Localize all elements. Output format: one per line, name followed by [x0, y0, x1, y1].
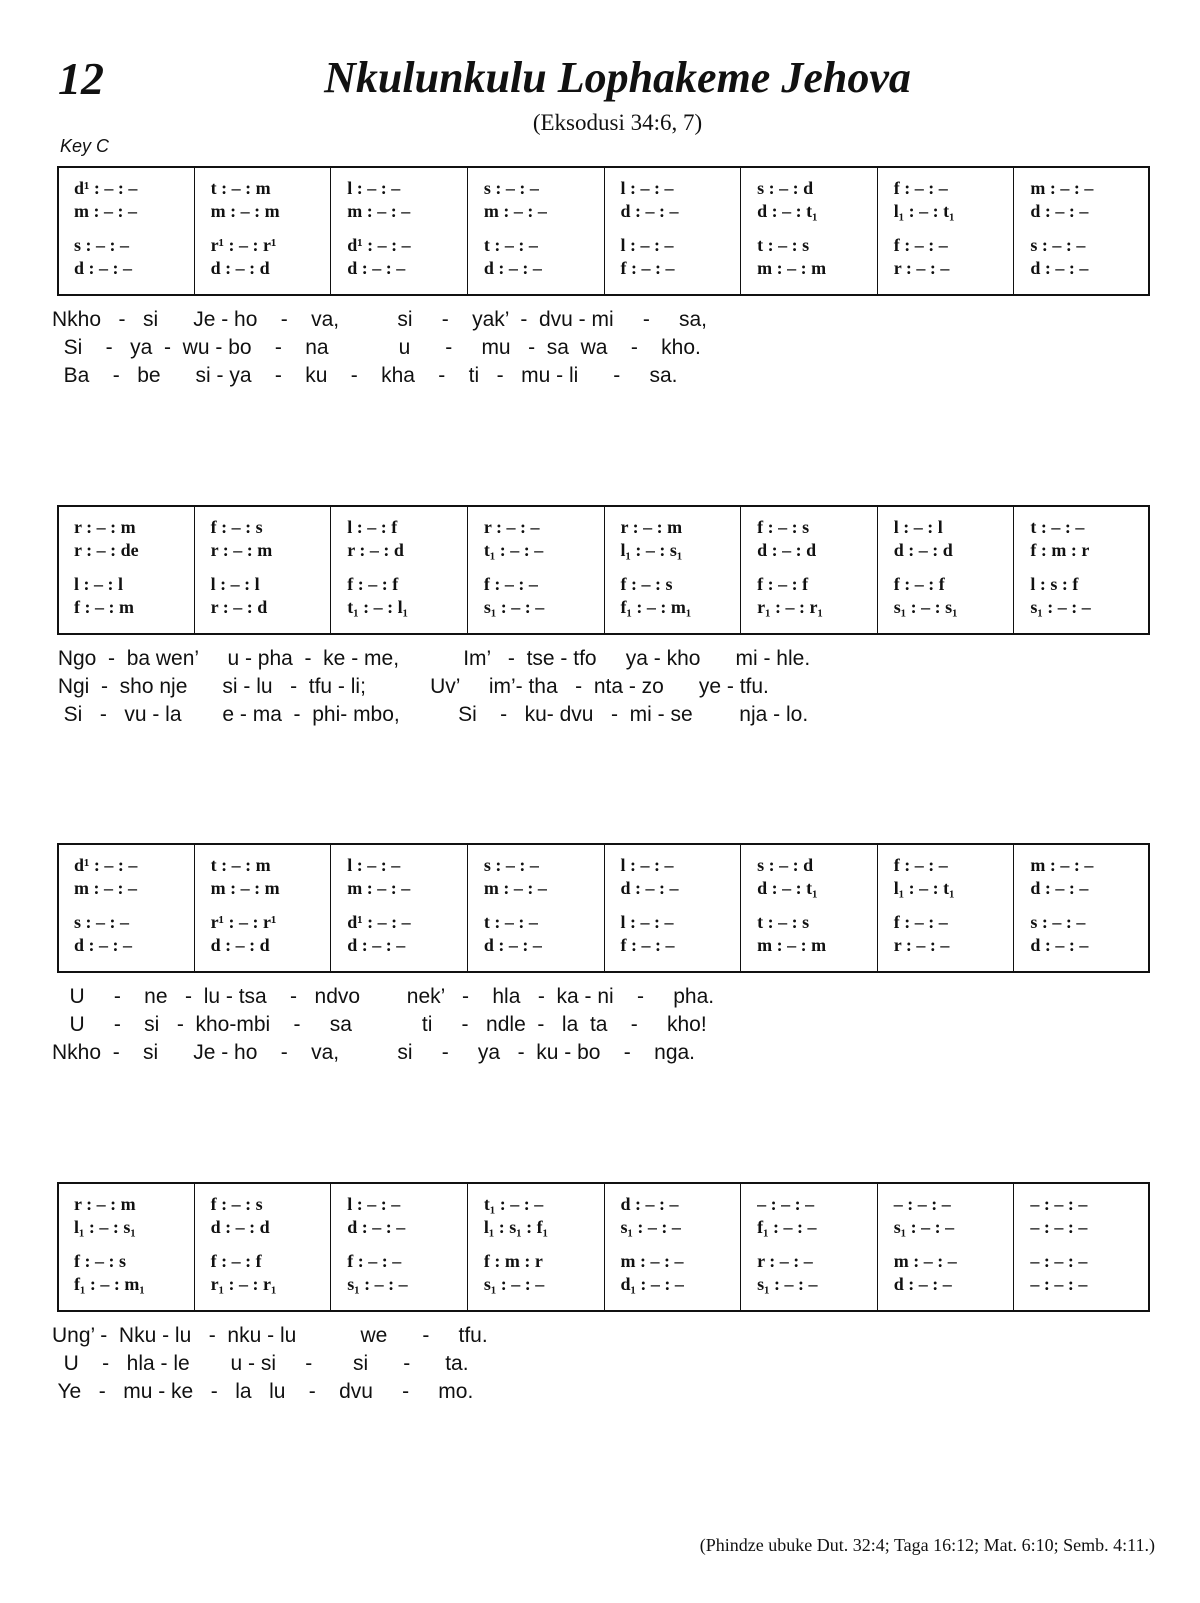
- solfa-measure: m : – : –: [483, 878, 547, 898]
- solfa-measure: l : – : l: [210, 574, 260, 594]
- solfa-measure: f₁ : – : m₁: [620, 597, 692, 617]
- solfa-measure: t : – : m: [210, 178, 271, 198]
- solfa-measure: t : – : m: [210, 855, 271, 875]
- solfa-measure: m : – : –: [1030, 855, 1094, 875]
- solfa-measure: m : – : m: [210, 201, 280, 221]
- solfa-measure: d : – : –: [347, 1217, 406, 1237]
- solfa-measure: d¹ : – : –: [74, 178, 138, 198]
- solfa-measure: s₁ : – : –: [757, 1274, 818, 1294]
- solfa-measure: d : – : –: [893, 1274, 952, 1294]
- solfa-measure: d : – : –: [347, 935, 406, 955]
- solfa-measure: d : – : t₁: [757, 201, 818, 221]
- key-signature: Key C: [60, 136, 110, 156]
- voice-row: [59, 199, 1148, 223]
- lyric-line: U - ne - lu - tsa - ndvo nek’ - hla - ka - ni - pha.: [52, 985, 715, 1008]
- solfa-measure: f : – : s: [74, 1251, 126, 1271]
- solfa-measure: s₁ : – : –: [1030, 597, 1091, 617]
- solfa-measure: f : – : f: [893, 574, 945, 594]
- solfa-measure: s₁ : – : –: [483, 1274, 545, 1294]
- solfa-measure: l₁ : s₁ : f₁: [483, 1217, 549, 1237]
- solfa-measure: l : – : f: [347, 517, 398, 537]
- solfa-measure: m : – : m: [757, 935, 827, 955]
- solfa-measure: f : – : s: [210, 517, 263, 537]
- solfa-measure: m : – : m: [757, 258, 827, 278]
- lyric-line: U - si - kho-mbi - sa ti - ndle - la ta - kho!: [52, 1013, 707, 1036]
- solfa-measure: f : – : –: [893, 855, 948, 875]
- solfa-measure: – : – : –: [1030, 1194, 1088, 1214]
- solfa-measure: f : – : –: [483, 574, 538, 594]
- solfa-measure: d : – : –: [74, 935, 132, 955]
- voice-row: [59, 1272, 1148, 1296]
- solfa-measure: f : – : f: [347, 574, 399, 594]
- solfa-measure: d : – : –: [483, 258, 542, 278]
- solfa-measure: d : – : –: [483, 935, 542, 955]
- solfa-measure: f : m : r: [483, 1251, 543, 1271]
- solfa-measure: f : – : s: [210, 1194, 263, 1214]
- solfa-measure: s₁ : – : –: [483, 597, 545, 617]
- solfa-measure: s₁ : – : –: [893, 1217, 955, 1237]
- solfa-measure: m : – : –: [483, 201, 547, 221]
- lyric-line: Si - ya - wu - bo - na u - mu - sa wa - kho.: [52, 336, 701, 359]
- solfa-measure: r¹ : – : r¹: [210, 235, 277, 255]
- lyric-line: Ngo - ba wen’ u - pha - ke - me, Im’ - tse - tfo ya - kho mi - hle.: [52, 647, 811, 670]
- solfa-measure: f₁ : – : –: [757, 1217, 817, 1237]
- solfa-measure: t : – : –: [483, 912, 538, 932]
- solfa-measure: f : – : f: [757, 574, 809, 594]
- solfa-measure: d : – : –: [1030, 201, 1089, 221]
- solfa-measure: s : – : –: [483, 178, 539, 198]
- solfa-measure: l : – : –: [347, 1194, 401, 1214]
- solfa-measure: s₁ : – : –: [620, 1217, 681, 1237]
- lyric-line: Ngi - sho nje si - lu - tfu - li; Uv’ im’- tha - nta - zo ye - tfu.: [52, 675, 769, 698]
- solfa-measure: r : – : m: [74, 1194, 136, 1214]
- voice-row: [59, 853, 1148, 877]
- solfa-measure: r : – : –: [893, 935, 950, 955]
- lyric-line: Ye - mu - ke - la lu - dvu - mo.: [52, 1380, 474, 1403]
- lyric-line: U - hla - le u - si - si - ta.: [52, 1352, 469, 1375]
- solfa-measure: f : – : –: [893, 912, 948, 932]
- voice-row: [59, 572, 1148, 596]
- solfa-measure: m : – : –: [620, 1251, 684, 1271]
- solfa-measure: l₁ : – : s₁: [74, 1217, 136, 1237]
- solfa-measure: d : – : –: [347, 258, 406, 278]
- solfa-measure: s : – : –: [1030, 912, 1086, 932]
- solfa-measure: m : – : –: [347, 878, 411, 898]
- solfa-measure: r₁ : – : r₁: [210, 1274, 277, 1294]
- solfa-measure: t : – : –: [1030, 517, 1085, 537]
- solfa-measure: t₁ : – : l₁: [347, 597, 409, 617]
- solfa-measure: r : – : –: [483, 517, 540, 537]
- solfa-staff: [57, 1182, 1150, 1312]
- voice-row: [59, 256, 1148, 280]
- solfa-measure: m : – : –: [1030, 178, 1094, 198]
- voice-row: [59, 233, 1148, 257]
- solfa-measure: d¹ : – : –: [347, 912, 411, 932]
- solfa-measure: t : – : s: [757, 912, 810, 932]
- solfa-measure: d : – : t₁: [757, 878, 818, 898]
- solfa-measure: l : – : –: [620, 855, 674, 875]
- solfa-measure: m : – : –: [347, 201, 411, 221]
- solfa-measure: r : – : –: [893, 258, 950, 278]
- solfa-measure: s : – : d: [757, 855, 814, 875]
- solfa-measure: f : – : f: [210, 1251, 262, 1271]
- solfa-measure: s : – : d: [757, 178, 814, 198]
- lyric-line: Nkho - si Je - ho - va, si - yak’ - dvu - mi - sa,: [52, 308, 708, 331]
- solfa-measure: l : – : –: [620, 912, 674, 932]
- voice-row: [59, 538, 1148, 562]
- solfa-measure: r : – : m: [210, 540, 273, 560]
- solfa-measure: r : – : m: [74, 517, 136, 537]
- solfa-measure: f : – : –: [620, 935, 675, 955]
- song-number: 12: [58, 53, 104, 104]
- solfa-measure: – : – : –: [893, 1194, 951, 1214]
- solfa-measure: d : – : –: [74, 258, 132, 278]
- solfa-measure: m : – : –: [74, 201, 137, 221]
- solfa-measure: r : – : –: [757, 1251, 813, 1271]
- solfa-measure: d : – : d: [210, 935, 270, 955]
- lyric-line: Ung’ - Nku - lu - nku - lu we - tfu.: [52, 1324, 488, 1347]
- solfa-measure: l : – : –: [347, 855, 401, 875]
- solfa-measure: s : – : –: [483, 855, 539, 875]
- solfa-staff: [57, 166, 1150, 296]
- solfa-measure: s₁ : – : s₁: [893, 597, 958, 617]
- solfa-measure: – : – : –: [1030, 1274, 1088, 1294]
- solfa-measure: r : – : d: [347, 540, 404, 560]
- solfa-measure: – : – : –: [1030, 1251, 1088, 1271]
- solfa-measure: f : – : –: [893, 235, 948, 255]
- solfa-measure: t₁ : – : –: [483, 1194, 544, 1214]
- solfa-staff: [57, 843, 1150, 973]
- voice-row: [59, 515, 1148, 539]
- lyric-line: Ba - be si - ya - ku - kha - ti - mu - li - sa.: [52, 364, 678, 387]
- solfa-measure: m : – : –: [893, 1251, 957, 1271]
- solfa-measure: l : s : f: [1030, 574, 1079, 594]
- lyric-line: Si - vu - la e - ma - phi- mbo, Si - ku- dvu - mi - se nja - lo.: [52, 703, 809, 726]
- solfa-measure: d : – : –: [1030, 258, 1089, 278]
- solfa-measure: r : – : d: [210, 597, 268, 617]
- solfa-measure: t₁ : – : –: [483, 540, 544, 560]
- solfa-measure: d : – : d: [210, 1217, 270, 1237]
- solfa-measure: s : – : –: [74, 235, 129, 255]
- voice-row: [59, 876, 1148, 900]
- solfa-measure: d : – : d: [757, 540, 817, 560]
- solfa-measure: f : – : s: [620, 574, 673, 594]
- solfa-measure: l : – : –: [620, 178, 674, 198]
- solfa-measure: l : – : l: [893, 517, 943, 537]
- solfa-measure: s₁ : – : –: [347, 1274, 408, 1294]
- voice-row: [59, 1249, 1148, 1273]
- solfa-staff: [57, 505, 1150, 635]
- voice-row: [59, 933, 1148, 957]
- solfa-measure: l₁ : – : t₁: [893, 878, 955, 898]
- solfa-measure: f₁ : – : m₁: [74, 1274, 145, 1294]
- solfa-measure: d : – : –: [620, 201, 679, 221]
- solfa-measure: t : – : s: [757, 235, 810, 255]
- song-title: Nkulunkulu Lophakeme Jehova: [324, 53, 911, 102]
- solfa-measure: r₁ : – : r₁: [757, 597, 823, 617]
- solfa-measure: d : – : d: [893, 540, 953, 560]
- solfa-measure: f : – : –: [620, 258, 675, 278]
- solfa-measure: r : – : de: [74, 540, 139, 560]
- solfa-measure: f : – : –: [893, 178, 948, 198]
- solfa-measure: – : – : –: [1030, 1217, 1088, 1237]
- solfa-measure: l₁ : – : t₁: [893, 201, 955, 221]
- solfa-measure: t : – : –: [483, 235, 538, 255]
- solfa-measure: d¹ : – : –: [347, 235, 411, 255]
- voice-row: [59, 595, 1148, 619]
- solfa-measure: s : – : –: [1030, 235, 1086, 255]
- solfa-measure: s : – : –: [74, 912, 129, 932]
- solfa-measure: d : – : –: [1030, 935, 1089, 955]
- solfa-measure: f : – : s: [757, 517, 810, 537]
- solfa-measure: d₁ : – : –: [620, 1274, 684, 1294]
- solfa-measure: r : – : m: [620, 517, 683, 537]
- lyric-line: Nkho - si Je - ho - va, si - ya - ku - bo - nga.: [52, 1041, 696, 1064]
- solfa-measure: f : – : –: [347, 1251, 402, 1271]
- solfa-measure: d : – : –: [1030, 878, 1089, 898]
- solfa-measure: f : m : r: [1030, 540, 1090, 560]
- solfa-measure: m : – : m: [210, 878, 280, 898]
- voice-row: [59, 176, 1148, 200]
- voice-row: [59, 910, 1148, 934]
- voice-row: [59, 1192, 1148, 1216]
- footnote-references: (Phindze ubuke Dut. 32:4; Taga 16:12; Mat. 6:10; Semb. 4:11.): [699, 1535, 1155, 1555]
- solfa-measure: r¹ : – : r¹: [210, 912, 277, 932]
- voice-row: [59, 1215, 1148, 1239]
- solfa-measure: f : – : m: [74, 597, 134, 617]
- solfa-measure: d : – : d: [210, 258, 270, 278]
- solfa-measure: l : – : –: [620, 235, 674, 255]
- scripture-reference: (Eksodusi 34:6, 7): [532, 110, 703, 135]
- solfa-measure: d : – : –: [620, 1194, 679, 1214]
- solfa-measure: d¹ : – : –: [74, 855, 138, 875]
- solfa-measure: l : – : l: [74, 574, 123, 594]
- solfa-measure: d : – : –: [620, 878, 679, 898]
- solfa-measure: – : – : –: [757, 1194, 815, 1214]
- solfa-measure: m : – : –: [74, 878, 137, 898]
- solfa-measure: l₁ : – : s₁: [620, 540, 683, 560]
- solfa-measure: l : – : –: [347, 178, 401, 198]
